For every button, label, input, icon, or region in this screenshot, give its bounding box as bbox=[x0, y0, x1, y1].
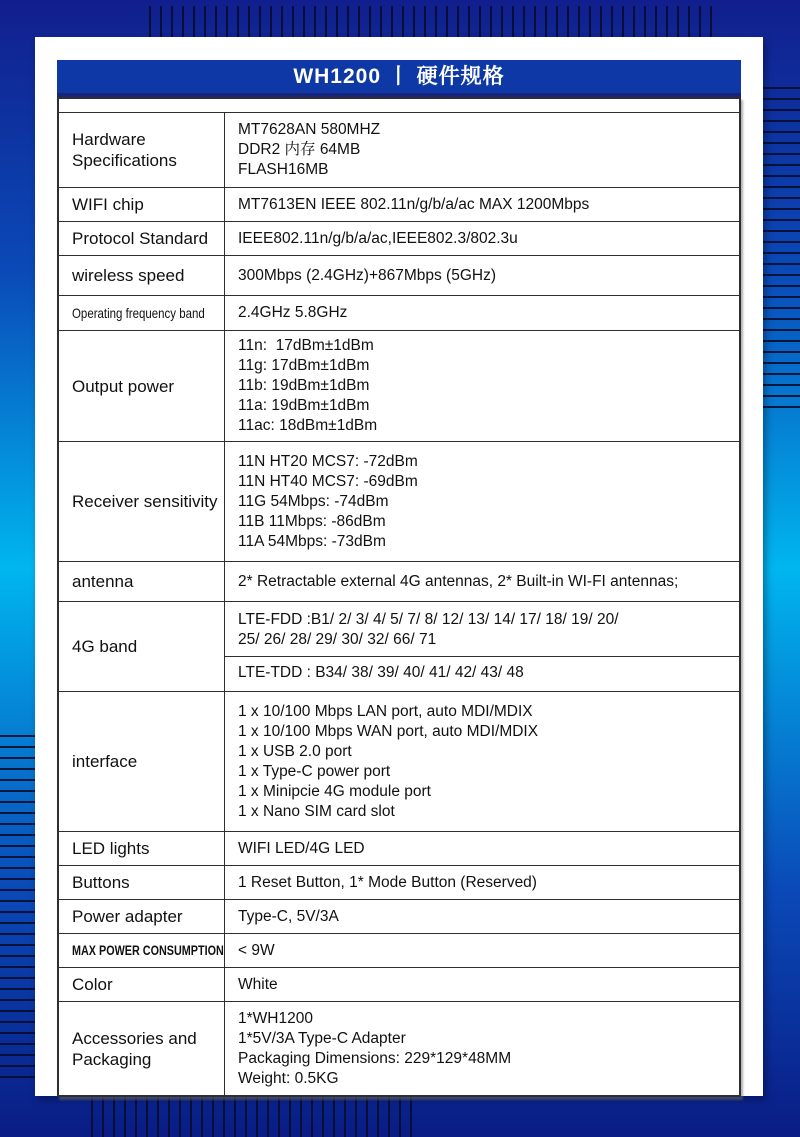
value-line: 11A 54Mbps: -73dBm bbox=[238, 532, 386, 550]
row-label: Hardware Specifications bbox=[72, 130, 177, 170]
table-row bbox=[59, 561, 739, 601]
row-label: Output power bbox=[72, 376, 175, 396]
row-value-cell bbox=[225, 442, 739, 561]
table-row bbox=[59, 831, 739, 865]
row-value-cell bbox=[225, 1002, 739, 1095]
row-label: LED lights bbox=[72, 839, 150, 858]
row-value-cell bbox=[225, 331, 739, 441]
row-label-cell bbox=[59, 692, 225, 831]
row-label: Accessories and Packaging bbox=[72, 1028, 197, 1069]
row-label-cell bbox=[59, 113, 225, 187]
row-value-cell bbox=[225, 692, 739, 831]
table-row bbox=[59, 112, 739, 187]
value-line: 1 x 10/100 Mbps WAN port, auto MDI/MDIX bbox=[238, 722, 539, 740]
row-value-cell bbox=[225, 188, 739, 221]
table-row bbox=[59, 1001, 739, 1095]
table-row bbox=[59, 899, 739, 933]
row-label: Protocol Standard bbox=[72, 229, 209, 248]
value-line: 1*WH1200 bbox=[238, 1009, 313, 1027]
row-label: antenna bbox=[72, 572, 134, 591]
row-label: Color bbox=[72, 975, 113, 994]
value-line: 11N HT20 MCS7: -72dBm bbox=[238, 452, 418, 470]
table-row bbox=[59, 295, 739, 330]
row-value-cell bbox=[225, 296, 739, 330]
row-label-cell bbox=[59, 968, 225, 1001]
spec-table bbox=[57, 97, 741, 1097]
value-line: 11G 54Mbps: -74dBm bbox=[238, 492, 389, 510]
row-label-cell bbox=[59, 832, 225, 865]
spec-card bbox=[35, 37, 763, 1096]
value-line: DDR2 内存 64MB bbox=[238, 141, 361, 158]
row-label-cell bbox=[59, 1002, 225, 1095]
row-value-subcell bbox=[225, 605, 739, 656]
value-line: WIFI LED/4G LED bbox=[238, 839, 365, 857]
value-line: 1 Reset Button, 1* Mode Button (Reserved) bbox=[238, 873, 537, 891]
table-row bbox=[59, 255, 739, 295]
value-line: 11b: 19dBm±1dBm bbox=[238, 377, 370, 394]
value-line: Weight: 0.5KG bbox=[238, 1069, 339, 1087]
value-line: < 9W bbox=[238, 941, 275, 959]
left-lines-pattern bbox=[0, 726, 36, 1078]
value-line: 1 x Minipcie 4G module port bbox=[238, 782, 431, 800]
row-label: Power adapter bbox=[72, 907, 183, 926]
row-value-cell bbox=[225, 562, 739, 601]
row-label: MAX POWER CONSUMPTION bbox=[72, 943, 224, 958]
row-value-cell bbox=[225, 602, 739, 691]
value-line: LTE-TDD : B34/ 38/ 39/ 40/ 41/ 42/ 43/ 48 bbox=[238, 663, 524, 681]
row-value-cell bbox=[225, 832, 739, 865]
row-label-cell bbox=[59, 188, 225, 221]
row-label-cell bbox=[59, 256, 225, 295]
value-line: 11a: 19dBm±1dBm bbox=[238, 397, 370, 414]
row-label-cell bbox=[59, 331, 225, 441]
value-line: LTE-FDD :B1/ 2/ 3/ 4/ 5/ 7/ 8/ 12/ 13/ 14/ 17/ 18/ 19/ 20/ bbox=[238, 611, 619, 628]
row-label-cell bbox=[59, 296, 225, 330]
value-line: Packaging Dimensions: 229*129*48MM bbox=[238, 1049, 512, 1067]
value-line: White bbox=[238, 975, 278, 993]
table-row bbox=[59, 865, 739, 899]
right-lines-pattern bbox=[758, 78, 800, 410]
value-line: 1 x 10/100 Mbps LAN port, auto MDI/MDIX bbox=[238, 702, 533, 720]
row-value-cell bbox=[225, 866, 739, 899]
value-line: 25/ 26/ 28/ 29/ 30/ 32/ 66/ 71 bbox=[238, 631, 437, 648]
value-line: 2* Retractable external 4G antennas, 2* Built-in WI-FI antennas; bbox=[238, 572, 679, 590]
row-value-cell bbox=[225, 934, 739, 967]
row-label: Operating frequency band bbox=[72, 304, 205, 321]
row-label-cell bbox=[59, 866, 225, 899]
value-line: Type-C, 5V/3A bbox=[238, 907, 339, 925]
value-line: 11n: 17dBm±1dBm bbox=[238, 337, 374, 354]
row-value-cell bbox=[225, 113, 739, 187]
row-label: Buttons bbox=[72, 873, 130, 892]
value-line: 11g: 17dBm±1dBm bbox=[238, 357, 370, 374]
header-bar bbox=[57, 60, 741, 97]
row-value-cell bbox=[225, 968, 739, 1001]
table-row bbox=[59, 967, 739, 1001]
row-label: Receiver sensitivity bbox=[72, 492, 218, 511]
row-label-cell bbox=[59, 602, 225, 691]
value-line: 1*5V/3A Type-C Adapter bbox=[238, 1029, 406, 1047]
row-label: interface bbox=[72, 752, 138, 771]
row-label: wireless speed bbox=[72, 266, 185, 285]
row-value-cell bbox=[225, 222, 739, 255]
row-label-cell bbox=[59, 934, 225, 967]
table-row bbox=[59, 933, 739, 967]
row-label: 4G band bbox=[72, 637, 138, 656]
value-line: IEEE802.11n/g/b/a/ac,IEEE802.3/802.3u bbox=[238, 229, 518, 247]
value-line: 11N HT40 MCS7: -69dBm bbox=[238, 472, 418, 490]
value-line: 11ac: 18dBm±1dBm bbox=[238, 417, 378, 434]
page-title: WH1200 丨 硬件规格 bbox=[293, 65, 505, 88]
table-row bbox=[59, 601, 739, 691]
value-line: 300Mbps (2.4GHz)+867Mbps (5GHz) bbox=[238, 266, 497, 284]
table-row bbox=[59, 691, 739, 831]
table-row bbox=[59, 221, 739, 255]
value-line: 1 x USB 2.0 port bbox=[238, 742, 352, 760]
row-label: WIFI chip bbox=[72, 195, 144, 214]
row-value-cell bbox=[225, 900, 739, 933]
row-label-cell bbox=[59, 442, 225, 561]
row-label-cell bbox=[59, 900, 225, 933]
table-row bbox=[59, 330, 739, 441]
table-row bbox=[59, 187, 739, 221]
value-line: FLASH16MB bbox=[238, 161, 329, 178]
row-value-subcell bbox=[225, 656, 739, 689]
value-line: 1 x Nano SIM card slot bbox=[238, 802, 395, 820]
table-spacer-row bbox=[59, 99, 739, 112]
row-label-cell bbox=[59, 562, 225, 601]
value-line: MT7628AN 580MHZ bbox=[238, 121, 381, 138]
value-line: 1 x Type-C power port bbox=[238, 762, 391, 780]
value-line: MT7613EN IEEE 802.11n/g/b/a/ac MAX 1200Mbps bbox=[238, 195, 590, 213]
row-label-cell bbox=[59, 222, 225, 255]
row-value-cell bbox=[225, 256, 739, 295]
value-line: 11B 11Mbps: -86dBm bbox=[238, 512, 386, 530]
table-row bbox=[59, 441, 739, 561]
value-line: 2.4GHz 5.8GHz bbox=[238, 304, 348, 321]
